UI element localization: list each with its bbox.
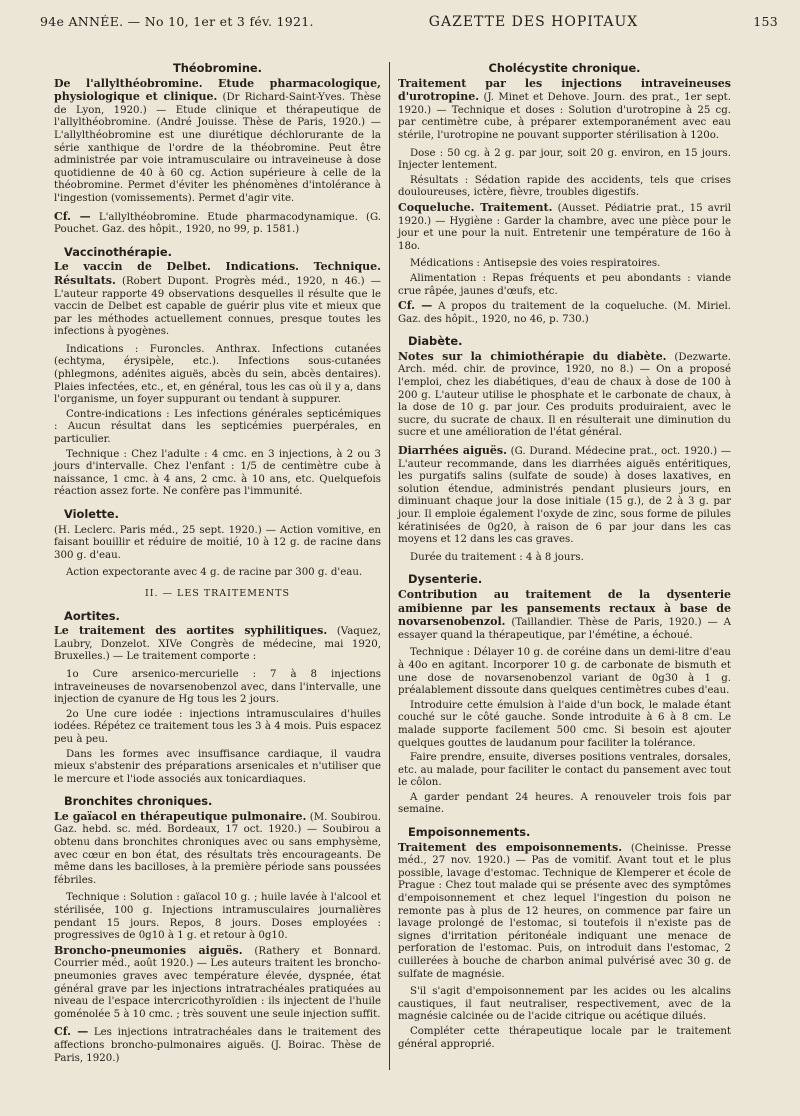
article-body: A propos du traitement de la coqueluche. (M. Miriel. Gaz. des hôpit., 1920, no 46, p. 730.) (398, 301, 731, 325)
article-body: (Dr Richard-Saint-Yves. Thèse de Lyon, 1920.) — Etude clinique et thérapeutique de l'allylthéobromine. (André Jouisse. Thèse de Paris, 1920.) — L'allylthéobromine est une diurétique déchlorurante de la série xanthique de l'ordre de la théobromine. Peut être administrée par voie intramusculaire ou intraveineuse à dose quotidienne de 40 à 60 cg. Action supérieure à celle de la théobromine. Permet d'éviter les phénomènes d'intolérance à l'ingestion (vomissements). Permet d'agir vite. (54, 92, 381, 204)
article-body: (Cheinisse. Presse méd., 27 nov. 1920.) — Pas de vomitif. Avant tout et le plus possible, lavage d'estomac. Technique de Klemperer et école de Prague : Chez tout malade qui se présente avec des symptômes d'empoisonnement et chez lequel l'ingestion du poison ne remonte pas à plus de 12 heures, on commence par faire un lavage prolongé de l'estomac, si toutefois il n'existe pas de signes d'irritation péritonéale indiquant une menace de perforation de l'estomac. Puis, on introduit dans l'estomac, 2 cuillerées à bouche de charbon animal pulvérisé avec 30 g. de sulfate de magnésie. (398, 842, 732, 980)
right-column (390, 62, 739, 1070)
section-heading: Bronchites chroniques. (64, 794, 213, 809)
article (398, 202, 731, 253)
paragraph: Action expectorante avec 4 g. de racine par 300 g. d'eau. (66, 567, 363, 579)
article (54, 811, 381, 888)
journal-title: GAZETTE DES HOPITAUX (428, 14, 639, 30)
paragraph: Dans les formes avec insuffisance cardiaque, il vaudra mieux s'abstenir des préparations arsenicales et n'utiliser que le mercure et l'iode associés aux tonicardiaques. (54, 748, 381, 785)
article-title: Le traitement des aortites syphilitiques. (54, 624, 328, 638)
article-body: (Taillandier. Thèse de Paris, 1920.) — A essayer quand la thérapeutique, par l'émétine, a échoué. (398, 617, 731, 641)
article-body: (J. Minet et Dehove. Journ. des prat., 1er sept. 1920.) — Technique et doses : Solution d'urotropine à 25 cg. par centimètre cube, à préparer extemporanément avec eau stérile, l'urotropine ne pouvant supporter stérilisation à 120o. (398, 92, 731, 141)
section-heading: Aortites. (64, 608, 120, 623)
article (398, 78, 731, 143)
paragraph: Indications : Furoncles. Anthrax. Infections cutanées (echtyma, érysipèle, etc.). Infections sous-cutanées (phlegmons, adénites aiguës, abcès du sein, abcès dentaires). Plaies infectées, etc., et, en général, tous les cas où il y a, dans l'organisme, un foyer suppurant ou tendant à suppurer. (54, 343, 381, 406)
section-heading: Cholécystite chronique. (488, 61, 641, 75)
article (398, 351, 731, 440)
issue-info: 94e ANNÉE. — No 10, 1er et 3 fév. 1921. (40, 14, 314, 29)
article-title: Diarrhées aiguës. (398, 444, 507, 458)
article-body: (Ausset. Pédiatrie prat., 15 avril 1920.) — Hygiène : Garder la chambre, avec une pièce pour le jour et une pour la nuit. Entretenir une température de 16o à 18o. (398, 202, 731, 252)
article-body: (Rathery et Bonnard. Courrier méd., août 1920.) — Les auteurs traitent les broncho-pneumonies graves avec température élevée, dyspnée, état général grave par les injections intratrachéales pratiquées au niveau de l'espace intercricothyroïdien : ils injectent de l'huile goménolée 5 à 10 cmc. ; très souvent une seule injection suffit. (54, 945, 381, 1020)
article-title: Broncho-pneumonies aiguës. (54, 943, 243, 957)
page-header (40, 14, 778, 44)
article (398, 589, 731, 642)
article-title: Traitement par les injections intraveineuses d'urotropine. (398, 76, 731, 104)
article-title: Traitement des empoisonnements. (398, 840, 623, 854)
article-body: (Robert Dupont. Progrès méd., 1920, n 46.) — L'auteur rapporte 49 observations desquelles il résulte que le vaccin de Delbet est capable de guérir plus vite et mieux que par les méthodes actuellement connues, presque toutes les infections à pyogènes. (54, 275, 381, 338)
paragraph: 1o Cure arsenico-mercurielle : 7 à 8 injections intraveineuses de novarsenobenzol avec, dans l'intervalle, une injection de cyanure de Hg tous les 2 jours. (54, 668, 381, 706)
section-heading: Empoisonnements. (408, 825, 531, 840)
article (54, 945, 381, 1022)
paragraph: Alimentation : Repas fréquents et peu abondants : viande crue râpée, jaunes d'œufs, etc. (398, 272, 731, 297)
paragraph: S'il s'agit d'empoisonnement par les acides ou les alcalins caustiques, il faut neutraliser, respectivement, avec de la magnésie calcinée ou de l'acide citrique ou acétique dilués. (398, 986, 731, 1023)
paragraph: 2o Une cure iodée : injections intramusculaires d'huiles iodées. Répétez ce traitement tous les 3 à 4 mois. Puis espacez peu à peu. (54, 708, 381, 745)
article-title: De l'allylthéobromine. Etude pharmacologique, physiologique et clinique. (54, 76, 381, 104)
paragraph: Technique : Chez l'adulte : 4 cmc. en 3 injections, à 2 ou 3 jours d'intervalle. Chez l'enfant : 1/5 de centimètre cube à naissance, 1 cmc. à 4 ans, 2 cmc. à 10 ans, etc. Quelquefois réaction assez forte. Ne confère pas l'immunité. (54, 448, 381, 498)
paragraph: Dose : 50 cg. à 2 g. par jour, soit 20 g. environ, en 15 jours. Injecter lentement. (398, 147, 731, 172)
article-title: Le gaïacol en thérapeutique pulmonaire. (54, 809, 307, 823)
section-heading: Dysenterie. (408, 572, 483, 587)
paragraph: Faire prendre, ensuite, diverses positions ventrales, dorsales, etc. au malade, pour faciliter le contact du pansement avec tout le côlon. (398, 752, 731, 789)
page-number: 153 (753, 14, 778, 29)
article-title: Notes sur la chimiothérapie du diabète. (398, 349, 667, 363)
article-body: (Dezwarte. Arch. méd. chir. de province, 1920, no 8.) — On a proposé l'emploi, chez les diabétiques, d'eau de chaux à dose de 100 à 200 g. L'auteur utilise le phosphate et le carbonate de chaux, à la dose de 10 g. par jour. Ces produits produiraient, avec le sucre, du sucrate de chaux. Il en résulterait une diminution du sucre et une amélioration de l'état général. (398, 351, 731, 439)
article-title: Cf. — (54, 209, 91, 223)
paragraph: Contre-indications : Les infections générales septicémiques : Aucun résultat dans les septicémies puerpérales, en particulier. (54, 408, 381, 446)
article-body: (Vaquez, Laubry, Donzelot. XIVe Congrès de médecine, mai 1920, Bruxelles.) — Le traitement comporte : (54, 626, 381, 663)
article (54, 1026, 381, 1065)
article-body: (G. Durand. Médecine prat., oct. 1920.) — L'auteur recommande, dans les diarrhées aiguës entéritiques, les purgatifs salins (sulfate de soude) à doses laxatives, en solution étendue, administrés pendant plusieurs jours, en diminuant chaque jour la dose initiale (15 g.), de 2 à 3 g. par jour. Il emploie également l'oxyde de zinc, sous forme de pilules kératinisées de 0g20, à raison de 6 par jour dans les cas moyens et 12 dans les cas graves. (398, 446, 731, 546)
section-heading: Théobromine. (173, 61, 262, 75)
article (54, 625, 381, 664)
paragraph: Résultats : Sédation rapide des accidents, tels que crises douloureuses, ictère, fièvre, troubles digestifs. (398, 174, 731, 199)
article-body: L'allylthéobromine. Etude pharmacodynamique. (G. Pouchet. Gaz. des hôpit., 1920, no 99, p. 1581.) (54, 211, 381, 236)
paragraph: Technique : Solution : gaïacol 10 g. ; huile lavée à l'alcool et stérilisée, 100 g. Injections intramusculaires journalières pendant 15 jours. Repos, 8 jours. Doses employées : progressives de 0g10 à 1 g. et retour à 0g10. (54, 892, 381, 942)
article (398, 300, 731, 326)
section-heading: Vaccinothérapie. (64, 244, 172, 259)
article (398, 445, 731, 547)
article-body: (H. Leclerc. Paris méd., 25 sept. 1920.) — Action vomitive, en faisant bouillir et réduire de moitié, 10 à 12 g. de racine dans 300 g. d'eau. (54, 524, 381, 561)
paragraph: Technique : Délayer 10 g. de coréine dans un demi-litre d'eau à 40o en agitant. Incorporer 10 g. de carbonate de bismuth et une dose de novarsenobenzol variant de 0g30 à 1 g. préalablement dissoute dans quelques centimètres cubes d'eau. (398, 647, 731, 697)
article (398, 842, 731, 982)
article-title: Cf. — (54, 1025, 89, 1039)
paragraph: A garder pendant 24 heures. A renouveler trois fois par semaine. (398, 791, 731, 816)
article (54, 261, 381, 339)
article-body: Les injections intratrachéales dans le traitement des affections broncho-pulmonaires aiguës. (J. Boirac. Thèse de Paris, 1920.) (54, 1027, 381, 1064)
article-title: Contribution au traitement de la dysenterie amibienne par les pansements rectaux à base de novarsenobenzol. (398, 587, 731, 629)
article (54, 211, 381, 237)
article-title: Le vaccin de Delbet. Indications. Technique. Résultats. (54, 260, 381, 287)
section-heading: Violette. (64, 507, 119, 521)
article-body: (M. Soubirou. Gaz. hebd. sc. méd. Bordeaux, 17 oct. 1920.) — Soubirou a obtenu dans bronchites chroniques avec ou sans emphysème, avec cœur en bon état, des résultats très encourageants. De même dans les bacilloses, à la première période sans poussées fébriles. (54, 811, 381, 886)
text-columns (40, 62, 778, 1070)
section-heading: Diabète. (408, 334, 463, 349)
article (54, 78, 381, 206)
part-heading: II. — LES TRAITEMENTS (144, 587, 291, 599)
article-title: Cf. — (398, 299, 433, 313)
paragraph: Durée du traitement : 4 à 8 jours. (410, 551, 584, 563)
left-column (40, 62, 389, 1070)
article (54, 524, 381, 563)
article-title: Coqueluche. Traitement. (398, 200, 553, 214)
paragraph: Introduire cette émulsion à l'aide d'un bock, le malade étant couché sur le côté gauche. Sonde introduite à 6 à 8 cm. Le malade supporte facilement 500 cmc. Si besoin est ajouter quelques gouttes de laudanum pour faciliter la tolérance. (398, 699, 731, 749)
paragraph: Compléter cette thérapeutique locale par le traitement général approprié. (398, 1025, 731, 1050)
paragraph: Médications : Antisepsie des voies respiratoires. (410, 258, 661, 270)
